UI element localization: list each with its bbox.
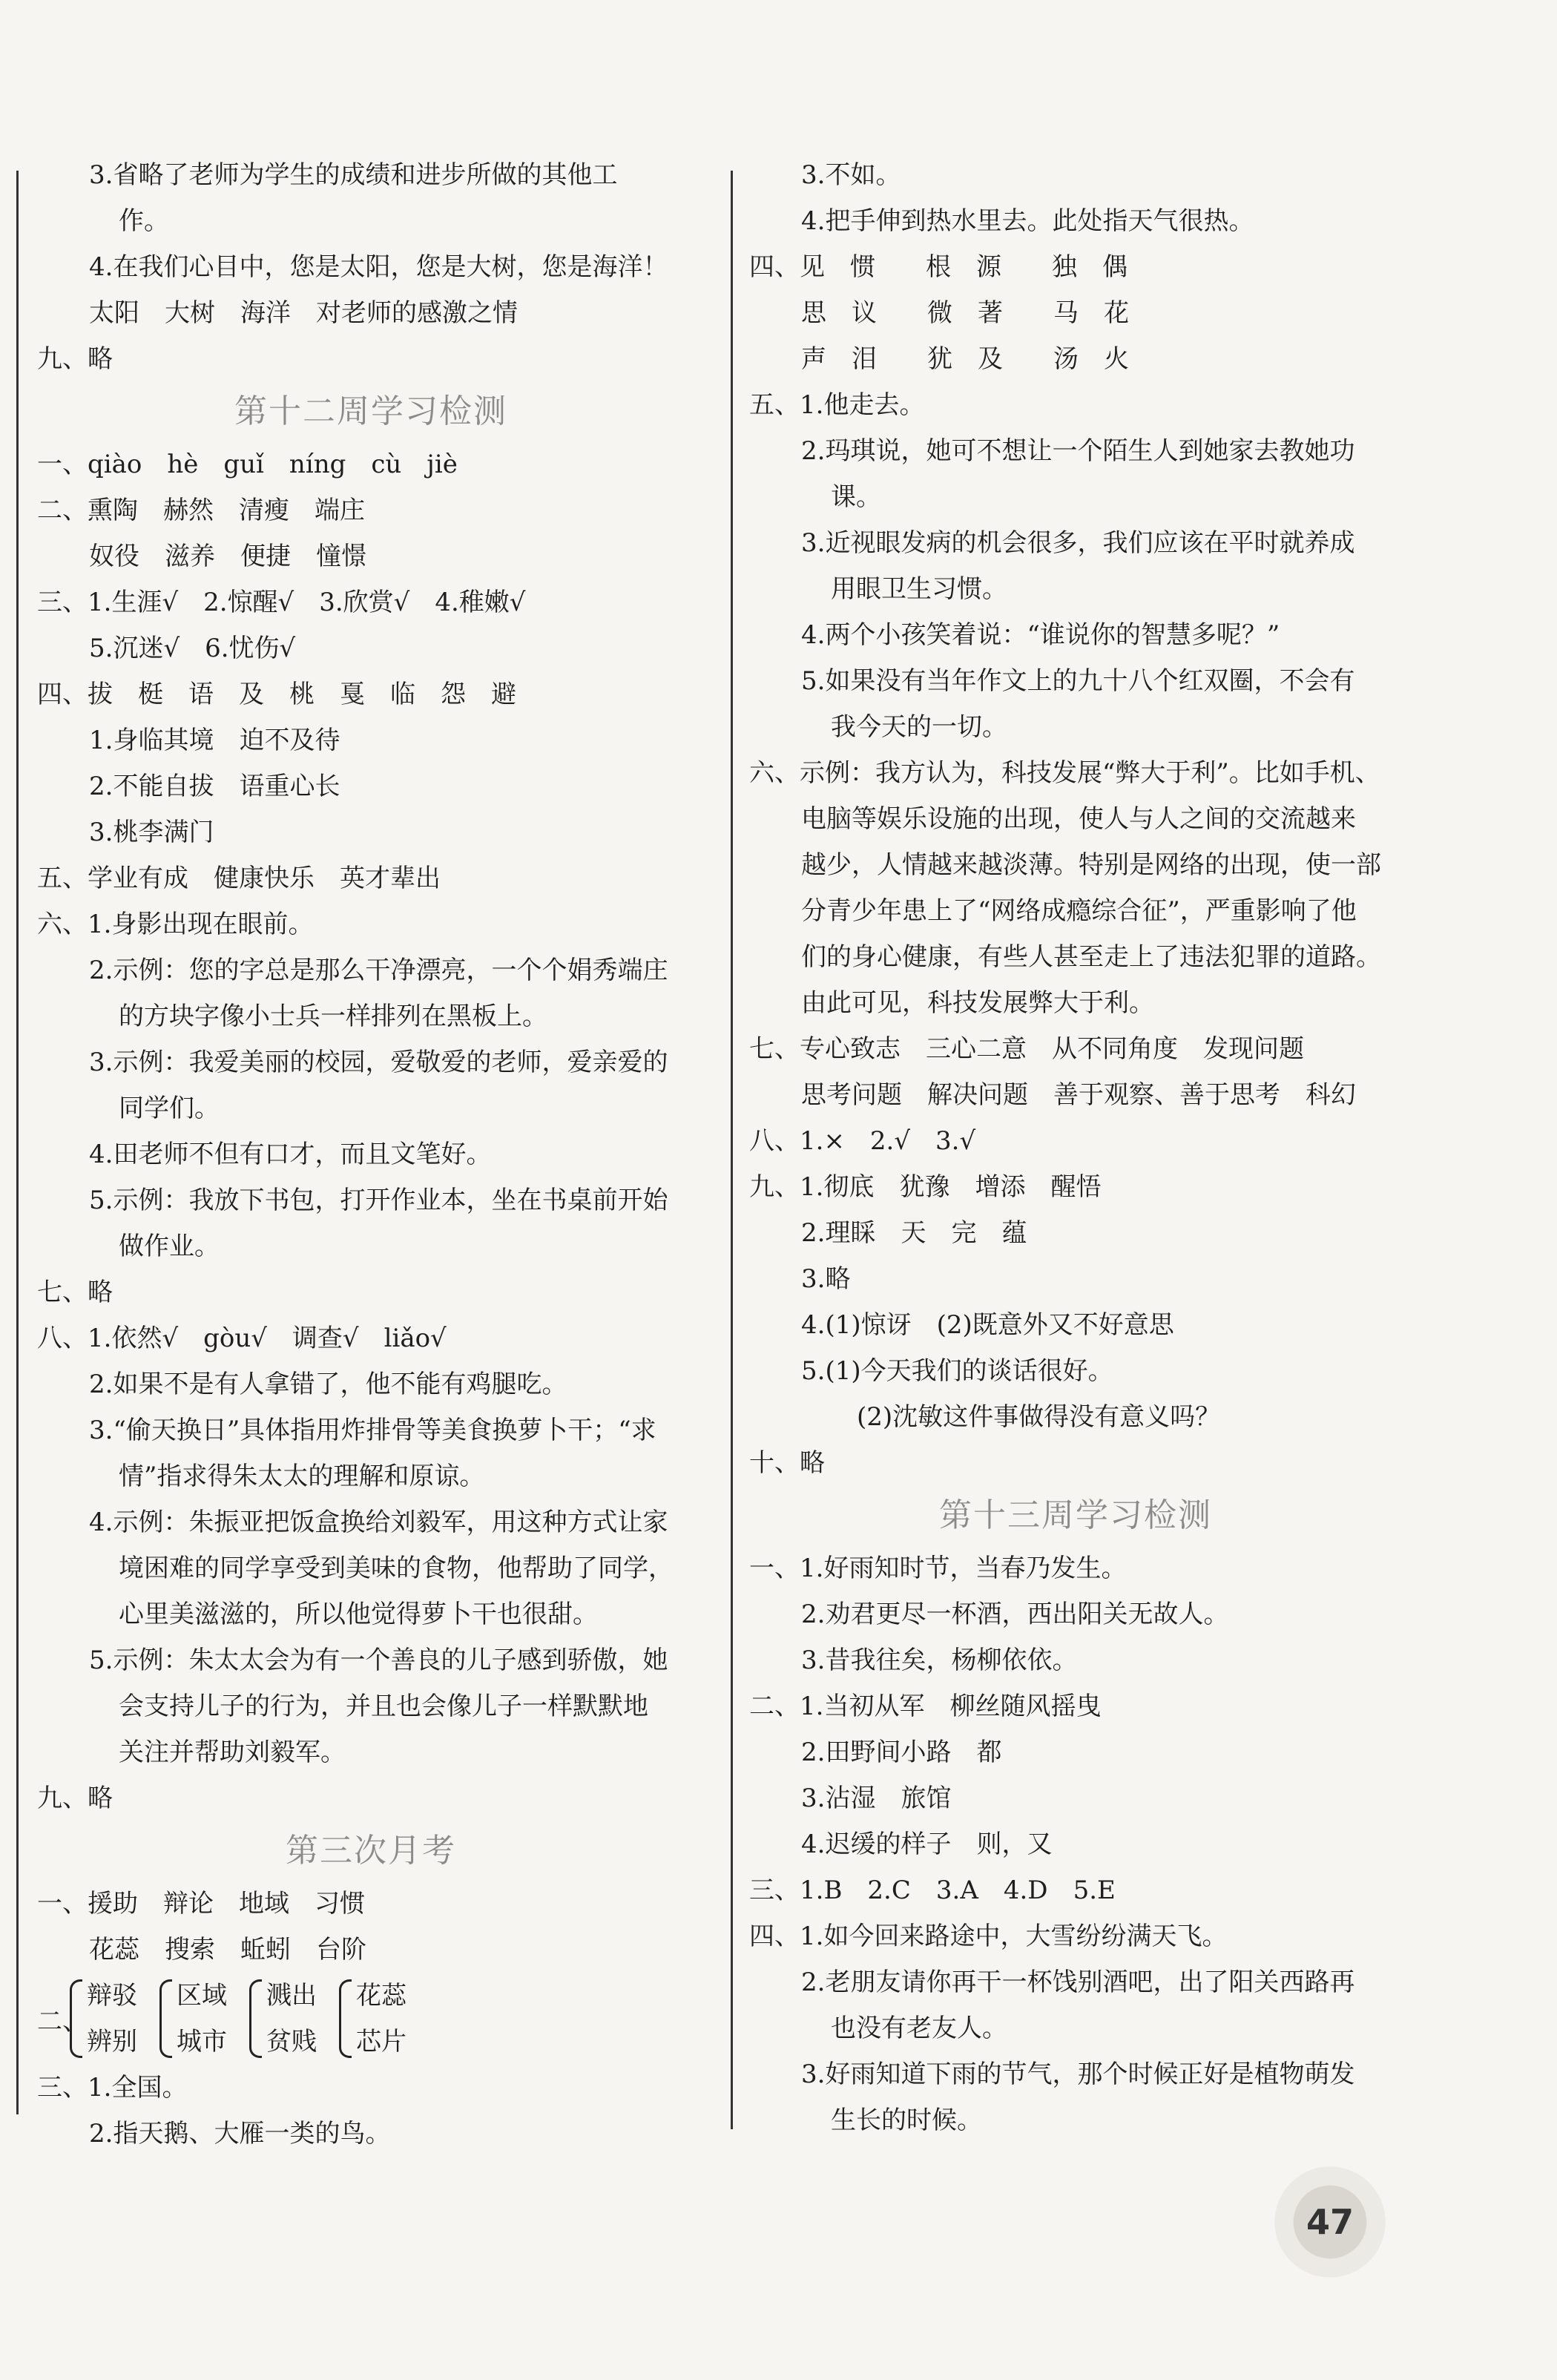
answer-line: 越少，人情越来越淡薄。特别是网络的出现，使一部	[801, 850, 1381, 880]
answer-line: 三、1.生涯√ 2.惊醒√ 3.欣赏√ 4.稚嫩√	[37, 588, 526, 617]
answer-line: 2.不能自拔 语重心长	[89, 772, 340, 801]
answer-line: 4.两个小孩笑着说：“谁说你的智慧多呢？”	[801, 620, 1280, 650]
section-heading: 第十三周学习检测	[939, 1496, 1212, 1534]
answer-line: 七、略	[37, 1278, 113, 1307]
answer-line: 生长的时候。	[831, 2105, 982, 2135]
answer-line: 4.示例：朱振亚把饭盒换给刘毅军，用这种方式让家	[89, 1508, 668, 1537]
column-divider	[731, 171, 733, 2129]
answer-line: 我今天的一切。	[831, 712, 1007, 742]
page-number: 47	[1306, 2202, 1354, 2242]
brace	[339, 1979, 352, 2058]
answer-line: 一、qiào hè guǐ níng cù jiè	[37, 450, 458, 479]
answer-line: 3.沾湿 旅馆	[801, 1784, 952, 1813]
answer-line: 电脑等娱乐设施的出现，使人与人之间的交流越来	[801, 804, 1356, 834]
answer-line: 2.田野间小路 都	[801, 1738, 1002, 1767]
pair-group	[339, 1973, 406, 2065]
brace	[249, 1979, 262, 2058]
answer-line: 九、略	[37, 1784, 113, 1813]
pair-word: 溅出	[266, 1981, 317, 2011]
pair-word: 芯片	[356, 2027, 406, 2057]
section-heading: 第十二周学习检测	[234, 392, 507, 430]
answer-line: 3.桃李满门	[89, 818, 214, 847]
left-column	[37, 152, 705, 2157]
brace	[70, 1979, 82, 2058]
pair-word: 辩驳	[87, 1981, 137, 2011]
answer-line: 境困难的同学享受到美味的食物，他帮助了同学，	[119, 1554, 674, 1583]
pair-group	[70, 1973, 137, 2065]
pair-group	[249, 1973, 317, 2065]
answer-line: 3.“偷天换日”具体指用炸排骨等美食换萝卜干；“求	[89, 1416, 656, 1445]
answer-line: 4.田老师不但有口才，而且文笔好。	[89, 1140, 492, 1169]
answer-line: 心里美滋滋的，所以他觉得萝卜干也很甜。	[119, 1600, 598, 1629]
answer-line: 二、1.当初从军 柳丝随风摇曳	[749, 1692, 1102, 1721]
answer-line: 八、1.依然√ gòu√ 调查√ liǎo√	[37, 1324, 447, 1353]
answer-line: 2.理睬 天 完 蕴	[801, 1218, 1027, 1248]
brace	[159, 1979, 172, 2058]
answer-line: 一、1.好雨知时节，当春乃发生。	[749, 1554, 1127, 1583]
answer-line: 4.(1)惊讶 (2)既意外又不好意思	[801, 1310, 1174, 1340]
answer-line: 3.近视眼发病的机会很多，我们应该在平时就养成	[801, 528, 1355, 558]
pair-question-number: 二、	[37, 2006, 88, 2037]
answer-line: 4.在我们心目中，您是太阳，您是大树，您是海洋！	[89, 252, 668, 282]
answer-line: 九、1.彻底 犹豫 增添 醒悟	[749, 1172, 1102, 1202]
answer-line: 2.劝君更尽一杯酒，西出阳关无故人。	[801, 1600, 1229, 1629]
answer-line: 用眼卫生习惯。	[831, 574, 1007, 604]
answer-line: 2.玛琪说，她可不想让一个陌生人到她家去教她功	[801, 436, 1355, 466]
answer-line: 4.把手伸到热水里去。此处指天气很热。	[801, 206, 1254, 236]
answer-line: 5.如果没有当年作文上的九十八个红双圈，不会有	[801, 666, 1355, 696]
answer-line: 的方块字像小士兵一样排列在黑板上。	[119, 1002, 547, 1031]
answer-line: 声 泪 犹 及 汤 火	[801, 344, 1129, 374]
pair-question	[37, 1973, 705, 2065]
answer-line: 会支持儿子的行为，并且也会像儿子一样默默地	[119, 1692, 648, 1721]
answer-line: 由此可见，科技发展弊大于利。	[801, 988, 1154, 1018]
answer-line: 5.沉迷√ 6.忧伤√	[89, 634, 296, 663]
answer-line: 三、1.B 2.C 3.A 4.D 5.E	[749, 1876, 1116, 1905]
answer-line: 课。	[831, 482, 881, 512]
pair-word: 城市	[177, 2027, 227, 2057]
answer-line: 四、见 惯 根 源 独 偶	[749, 252, 1128, 282]
section-heading: 第三次月考	[286, 1832, 456, 1870]
left-margin-rule	[16, 171, 19, 2114]
answer-line: 情”指求得朱太太的理解和原谅。	[119, 1462, 485, 1491]
answer-line: 关注并帮助刘毅军。	[119, 1738, 346, 1767]
pair-word: 区域	[177, 1981, 227, 2011]
answer-line: 2.指天鹅、大雁一类的鸟。	[89, 2119, 391, 2149]
answer-line: 2.示例：您的字总是那么干净漂亮，一个个娟秀端庄	[89, 956, 668, 985]
answer-line: 三、1.全国。	[37, 2073, 188, 2103]
answer-line: 九、略	[37, 344, 113, 374]
answer-line: 3.不如。	[801, 160, 901, 190]
answer-line: 思 议 微 著 马 花	[801, 298, 1129, 328]
answer-line: 4.迟缓的样子 则，又	[801, 1830, 1053, 1859]
answer-line: 六、1.身影出现在眼前。	[37, 910, 314, 939]
pair-word: 花蕊	[356, 1981, 406, 2011]
answer-line: 同学们。	[119, 1094, 220, 1123]
answer-line: 5.(1)今天我们的谈话很好。	[801, 1356, 1113, 1386]
answer-line: 3.示例：我爱美丽的校园，爱敬爱的老师，爱亲爱的	[89, 1048, 668, 1077]
pair-group	[159, 1973, 227, 2065]
answer-line: 1.身临其境 迫不及待	[89, 726, 340, 755]
answer-line: 二、熏陶 赫然 清瘦 端庄	[37, 496, 365, 525]
answer-line: 们的身心健康，有些人甚至走上了违法犯罪的道路。	[801, 942, 1381, 972]
answer-line: 也没有老友人。	[831, 2014, 1007, 2043]
answer-line: 太阳 大树 海洋 对老师的感激之情	[89, 298, 518, 328]
answer-line: 分青少年患上了“网络成瘾综合征”，严重影响了他	[801, 896, 1357, 926]
pair-word: 辨别	[87, 2027, 137, 2057]
answer-line: 3.好雨知道下雨的节气，那个时候正好是植物萌发	[801, 2060, 1355, 2089]
answer-line: 八、1.× 2.√ 3.√	[749, 1126, 976, 1156]
answer-line: 3.略	[801, 1264, 851, 1294]
answer-line: 做作业。	[119, 1232, 220, 1261]
answer-line: 2.如果不是有人拿错了，他不能有鸡腿吃。	[89, 1370, 567, 1399]
answer-line: (2)沈敏这件事做得没有意义吗？	[857, 1402, 1221, 1432]
answer-line: 奴役 滋养 便捷 憧憬	[89, 542, 366, 571]
answer-line: 5.示例：朱太太会为有一个善良的儿子感到骄傲，她	[89, 1646, 668, 1675]
answer-line: 一、援助 辩论 地域 习惯	[37, 1889, 365, 1919]
answer-line: 六、示例：我方认为，科技发展“弊大于利”。比如手机、	[749, 758, 1380, 788]
answer-line: 3.省略了老师为学生的成绩和进步所做的其他工	[89, 160, 618, 190]
right-column	[749, 152, 1402, 2143]
page-number-badge	[1274, 2166, 1386, 2278]
answer-line: 作。	[119, 206, 169, 236]
answer-line: 5.示例：我放下书包，打开作业本，坐在书桌前开始	[89, 1186, 668, 1215]
answer-line: 思考问题 解决问题 善于观察、善于思考 科幻	[801, 1080, 1356, 1110]
answer-line: 四、1.如今回来路途中，大雪纷纷满天飞。	[749, 1922, 1228, 1951]
answer-line: 四、拔 梃 语 及 桃 戛 临 怨 避	[37, 680, 516, 709]
pair-word: 贫贱	[266, 2027, 317, 2057]
answer-line: 2.老朋友请你再干一杯饯别酒吧，出了阳关西路再	[801, 1968, 1355, 1997]
answer-line: 十、略	[749, 1448, 825, 1478]
answer-line: 五、1.他走去。	[749, 390, 925, 420]
answer-line: 花蕊 搜索 蚯蚓 台阶	[89, 1935, 366, 1965]
answer-line: 七、专心致志 三心二意 从不同角度 发现问题	[749, 1034, 1304, 1064]
answer-line: 3.昔我往矣，杨柳依依。	[801, 1646, 1078, 1675]
answer-line: 五、学业有成 健康快乐 英才辈出	[37, 864, 441, 893]
